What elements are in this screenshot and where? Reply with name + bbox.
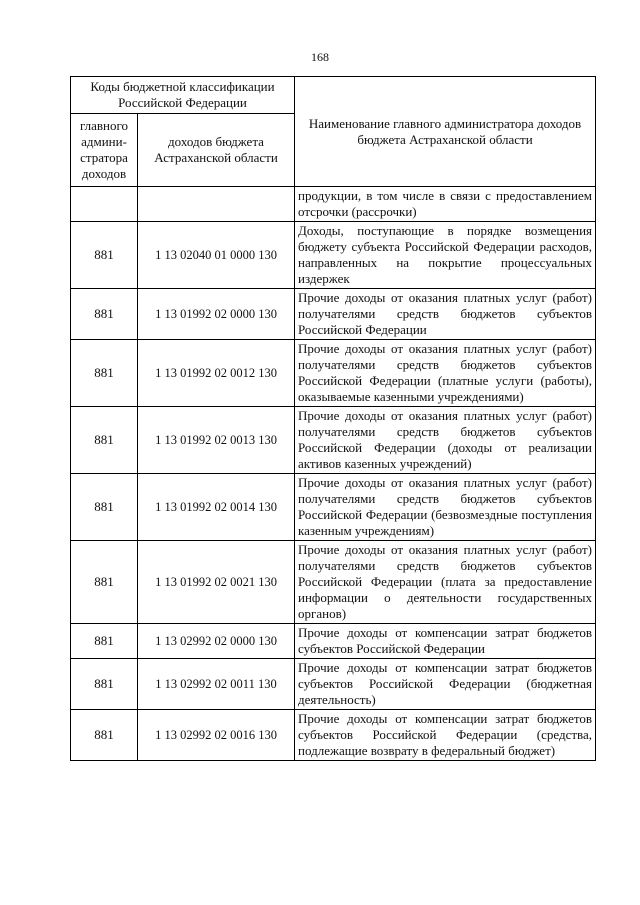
admin-code-cell: 881 [71, 541, 138, 624]
table-row [71, 659, 596, 710]
table-row [71, 187, 596, 222]
income-code-cell: 1 13 01992 02 0014 130 [138, 474, 295, 541]
income-name-cell: Прочие доходы от компенсации затрат бюджетов субъектов Российской Федерации (средства, подлежащие возврату в федеральный бюджет) [295, 710, 596, 761]
admin-code-cell: 881 [71, 659, 138, 710]
page-number: 168 [311, 50, 329, 64]
table-row [71, 474, 596, 541]
table-row [71, 407, 596, 474]
table-row [71, 340, 596, 407]
income-name-cell: Прочие доходы от оказания платных услуг (работ) получателями средств бюджетов субъектов Российской Федерации (платные услуги (работы), оказываемые казенными учреждениями) [295, 340, 596, 407]
income-name-cell: Прочие доходы от оказания платных услуг (работ) получателями средств бюджетов субъектов Российской Федерации [295, 289, 596, 340]
income-code-cell [138, 187, 295, 222]
income-name-cell: Прочие доходы от компенсации затрат бюджетов субъектов Российской Федерации [295, 624, 596, 659]
admin-code-cell: 881 [71, 474, 138, 541]
admin-code-cell: 881 [71, 222, 138, 289]
header-col-name: Наименование главного администратора доходов бюджета Астраханской области [295, 77, 596, 187]
income-code-cell: 1 13 02040 01 0000 130 [138, 222, 295, 289]
income-code-cell: 1 13 02992 02 0000 130 [138, 624, 295, 659]
table-body [71, 187, 596, 761]
header-col-code: доходов бюджета Астраханской области [138, 114, 295, 187]
admin-code-cell: 881 [71, 407, 138, 474]
income-name-cell: Прочие доходы от оказания платных услуг (работ) получателями средств бюджетов субъектов Российской Федерации (плата за предоставление информации о деятельности государственных органов) [295, 541, 596, 624]
admin-code-cell: 881 [71, 710, 138, 761]
budget-codes-table [70, 76, 596, 761]
table-row [71, 541, 596, 624]
table-row [71, 289, 596, 340]
income-code-cell: 1 13 01992 02 0000 130 [138, 289, 295, 340]
income-name-cell: Прочие доходы от компенсации затрат бюджетов субъектов Российской Федерации (бюджетная деятельность) [295, 659, 596, 710]
income-name-cell: Прочие доходы от оказания платных услуг (работ) получателями средств бюджетов субъектов Российской Федерации (доходы от реализации активов казенных учреждений) [295, 407, 596, 474]
admin-code-cell [71, 187, 138, 222]
income-code-cell: 1 13 01992 02 0013 130 [138, 407, 295, 474]
income-code-cell: 1 13 01992 02 0021 130 [138, 541, 295, 624]
admin-code-cell: 881 [71, 340, 138, 407]
header-col-admin: главного админи-стратора доходов [71, 114, 138, 187]
table-row [71, 624, 596, 659]
income-code-cell: 1 13 02992 02 0011 130 [138, 659, 295, 710]
admin-code-cell: 881 [71, 624, 138, 659]
income-code-cell: 1 13 01992 02 0012 130 [138, 340, 295, 407]
table-row [71, 222, 596, 289]
income-name-cell: Прочие доходы от оказания платных услуг (работ) получателями средств бюджетов субъектов Российской Федерации (безвозмездные поступления казенным учреждениям) [295, 474, 596, 541]
admin-code-cell: 881 [71, 289, 138, 340]
income-code-cell: 1 13 02992 02 0016 130 [138, 710, 295, 761]
table-row [71, 710, 596, 761]
header-group-label: Коды бюджетной классификации Российской Федерации [71, 77, 295, 114]
income-name-cell: продукции, в том числе в связи с предоставлением отсрочки (рассрочки) [295, 187, 596, 222]
income-name-cell: Доходы, поступающие в порядке возмещения бюджету субъекта Российской Федерации расходов, направленных на покрытие процессуальных издержек [295, 222, 596, 289]
